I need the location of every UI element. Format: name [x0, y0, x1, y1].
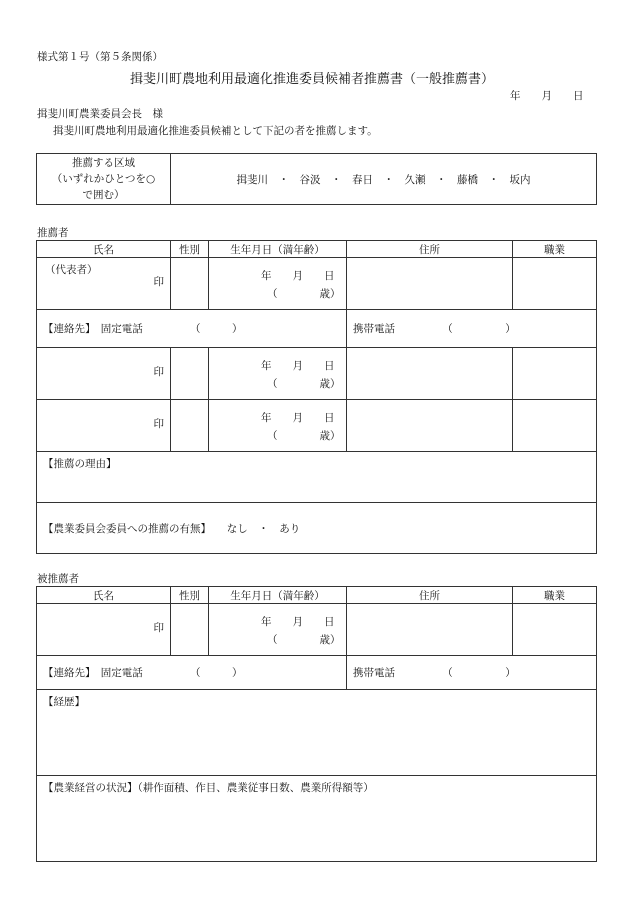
career-cell[interactable] — [37, 690, 597, 776]
birth-age: （ 歳） — [267, 430, 341, 442]
date-line[interactable]: 年 月 日 — [510, 90, 584, 102]
nominee-table — [36, 586, 597, 862]
birth-cell[interactable] — [209, 400, 347, 452]
career-row — [37, 690, 597, 776]
area-label-line1: 推薦する区域 — [72, 157, 135, 169]
seal-mark: 印 — [153, 276, 164, 288]
page-title: 揖斐川町農地利用最適化推進委員候補者推薦書（一般推薦書） — [130, 72, 495, 87]
recommender-name-cell[interactable] — [37, 348, 171, 400]
birth-age: （ 歳） — [267, 288, 341, 300]
address-cell[interactable] — [347, 400, 513, 452]
representative-label: （代表者） — [45, 264, 98, 276]
committee-row — [37, 503, 597, 554]
job-cell[interactable] — [513, 604, 597, 656]
mobile-label: 携帯電話 （ ） — [353, 323, 516, 335]
col-birth: 生年月日（満年齢） — [209, 587, 347, 604]
area-label-line2: （いずれかひとつを○ — [51, 173, 156, 185]
area-table — [36, 153, 597, 205]
mobile-cell[interactable] — [347, 656, 597, 690]
address-cell[interactable] — [347, 604, 513, 656]
reason-cell[interactable] — [37, 452, 597, 503]
career-label: 【経歴】 — [43, 696, 85, 708]
job-cell[interactable] — [513, 258, 597, 310]
seal-mark: 印 — [153, 418, 164, 430]
mobile-label: 携帯電話 （ ） — [353, 667, 516, 679]
landline-label: 【連絡先】 固定電話 （ ） — [43, 323, 243, 335]
address-cell[interactable] — [347, 348, 513, 400]
recommender-table — [36, 240, 597, 554]
landline-label: 【連絡先】 固定電話 （ ） — [43, 667, 243, 679]
table-row — [37, 604, 597, 656]
col-name: 氏名 — [37, 587, 171, 604]
mobile-cell[interactable] — [347, 310, 597, 348]
birth-date: 年 月 日 — [261, 270, 335, 282]
seal-mark: 印 — [153, 366, 164, 378]
birth-cell[interactable] — [209, 604, 347, 656]
addressee: 揖斐川町農業委員会長 様 — [37, 108, 163, 120]
recommender-name-cell[interactable] — [37, 400, 171, 452]
farming-label: 【農業経営の状況】（耕作面積、作目、農業従事日数、農業所得額等） — [43, 782, 374, 794]
reason-label: 【推薦の理由】 — [43, 458, 117, 470]
farming-cell[interactable] — [37, 776, 597, 862]
area-options-cell[interactable] — [171, 154, 597, 205]
landline-cell[interactable] — [37, 310, 347, 348]
job-cell[interactable] — [513, 400, 597, 452]
area-options[interactable]: 揖斐川 ・ 谷汲 ・ 春日 ・ 久瀬 ・ 藤橋 ・ 坂内 — [236, 173, 531, 186]
recommender-section-title: 推薦者 — [37, 227, 69, 239]
birth-age: （ 歳） — [267, 634, 341, 646]
area-label-cell — [37, 154, 171, 205]
gender-cell[interactable] — [171, 258, 209, 310]
address-cell[interactable] — [347, 258, 513, 310]
col-job: 職業 — [513, 587, 597, 604]
nominee-name-cell[interactable] — [37, 604, 171, 656]
intro-text: 揖斐川町農地利用最適化推進委員候補として下記の者を推薦します。 — [53, 125, 378, 137]
col-name: 氏名 — [37, 241, 171, 258]
recommender-name-cell[interactable] — [37, 258, 171, 310]
birth-date: 年 月 日 — [261, 616, 335, 628]
birth-date: 年 月 日 — [261, 412, 335, 424]
area-label-line3: で囲む） — [82, 189, 125, 201]
table-row — [37, 348, 597, 400]
gender-cell[interactable] — [171, 348, 209, 400]
col-gender: 性別 — [171, 241, 209, 258]
col-address: 住所 — [347, 241, 513, 258]
gender-cell[interactable] — [171, 400, 209, 452]
col-gender: 性別 — [171, 587, 209, 604]
farming-row — [37, 776, 597, 862]
nominee-section-title: 被推薦者 — [37, 573, 79, 585]
birth-age: （ 歳） — [267, 378, 341, 390]
contact-row — [37, 656, 597, 690]
table-row — [37, 400, 597, 452]
reason-row — [37, 452, 597, 503]
gender-cell[interactable] — [171, 604, 209, 656]
table-row — [37, 258, 597, 310]
landline-cell[interactable] — [37, 656, 347, 690]
col-birth: 生年月日（満年齢） — [209, 241, 347, 258]
col-job: 職業 — [513, 241, 597, 258]
birth-date: 年 月 日 — [261, 360, 335, 372]
committee-cell[interactable] — [37, 503, 597, 554]
job-cell[interactable] — [513, 348, 597, 400]
seal-mark: 印 — [153, 622, 164, 634]
birth-cell[interactable] — [209, 348, 347, 400]
form-number: 様式第１号（第５条関係） — [37, 51, 163, 63]
contact-row — [37, 310, 597, 348]
committee-label: 【農業委員会委員への推薦の有無】 なし ・ あり — [43, 522, 301, 535]
birth-cell[interactable] — [209, 258, 347, 310]
col-address: 住所 — [347, 587, 513, 604]
